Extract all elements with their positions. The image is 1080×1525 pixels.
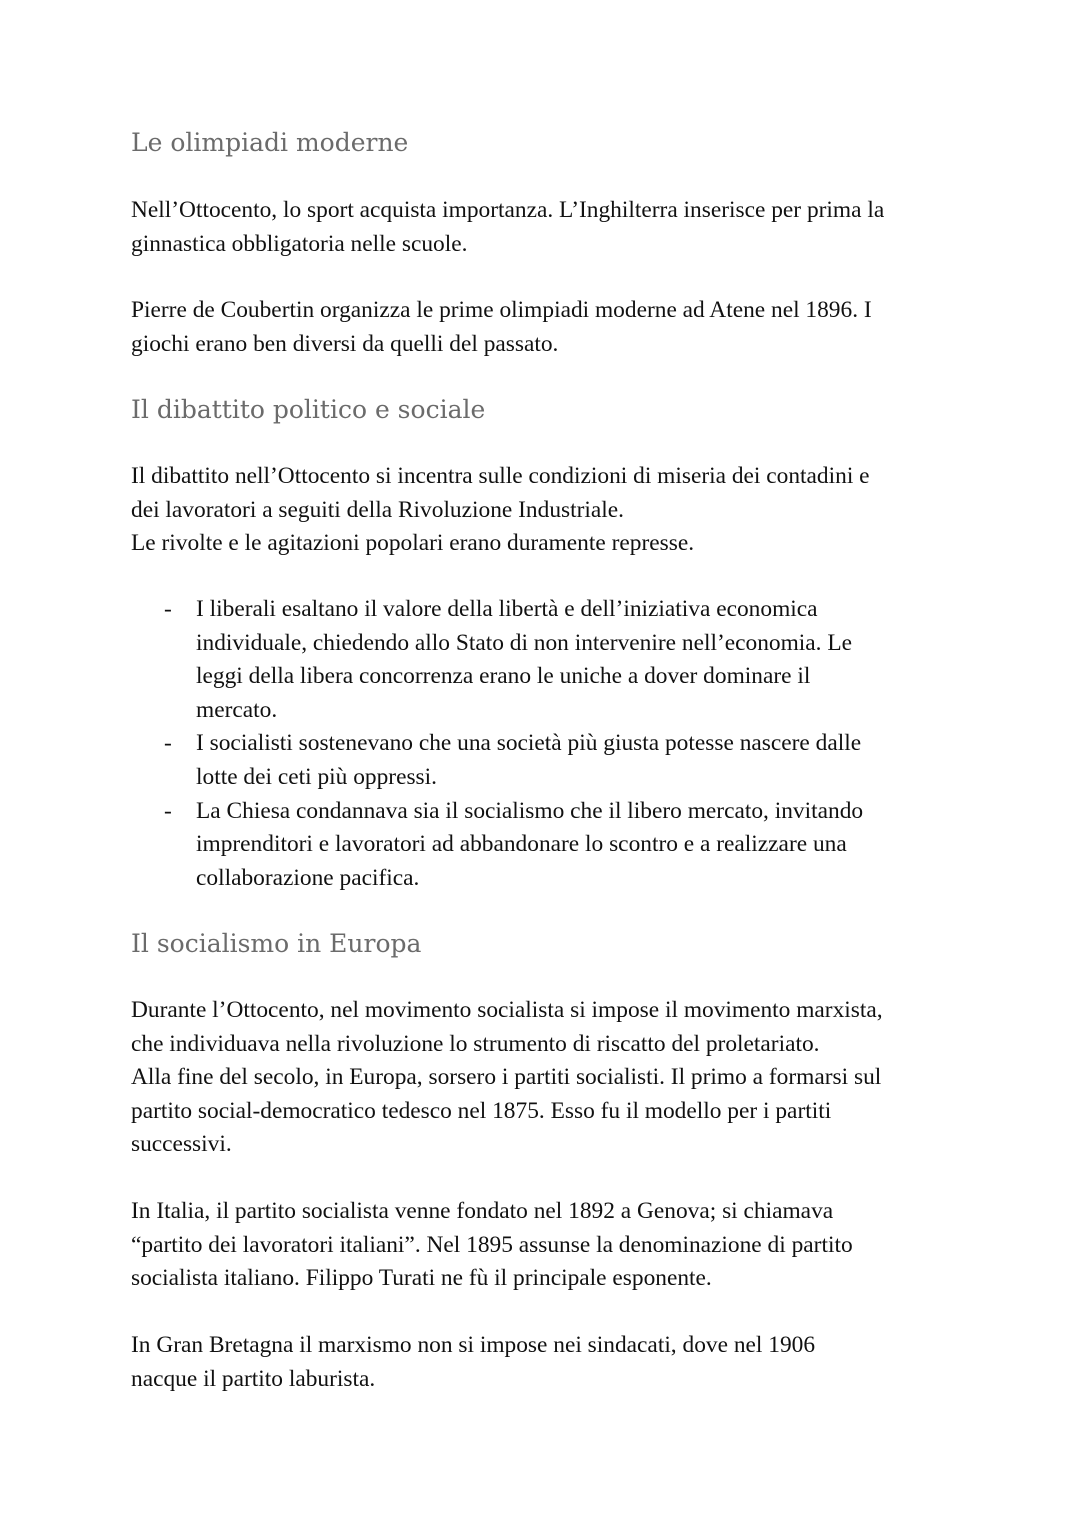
text-line: partito social-democratico tedesco nel 1875. Esso fu il modello per i partiti	[131, 1097, 832, 1124]
text-line: I socialisti sostenevano che una società più giusta potesse nascere dalle	[196, 730, 862, 757]
section-heading-socialismo: Il socialismo in Europa	[131, 929, 422, 958]
bullet-item-chiesa	[131, 795, 961, 896]
paragraph-gran-bretagna	[131, 1329, 961, 1396]
bullet-item-liberali	[131, 593, 961, 727]
text-line: I liberali esaltano il valore della libertà e dell’iniziativa economica	[196, 596, 818, 622]
text-line: collaborazione pacifica.	[196, 864, 420, 891]
text-line: lotte dei ceti più oppressi.	[196, 763, 437, 790]
bullet-dash: -	[164, 797, 172, 824]
text-line: In Italia, il partito socialista venne fondato nel 1892 a Genova; si chiamava	[131, 1198, 834, 1224]
text-line: “partito dei lavoratori italiani”. Nel 1895 assunse la denominazione di partito	[131, 1231, 853, 1258]
text-line: socialista italiano. Filippo Turati ne fù il principale esponente.	[131, 1265, 712, 1292]
section-heading-dibattito: Il dibattito politico e sociale	[131, 395, 486, 424]
paragraph-coubertin	[131, 294, 961, 361]
text-line: leggi della libera concorrenza erano le uniche a dover dominare il	[196, 663, 811, 690]
text-line: che individuava nella rivoluzione lo strumento di riscatto del proletariato.	[131, 1030, 820, 1057]
text-line: giochi erano ben diversi da quelli del passato.	[131, 330, 559, 357]
text-line: nacque il partito laburista.	[131, 1365, 376, 1392]
text-line: Il dibattito nell’Ottocento si incentra sulle condizioni di miseria dei contadini e	[131, 463, 870, 489]
text-line: Alla fine del secolo, in Europa, sorsero i partiti socialisti. Il primo a formarsi sul	[131, 1064, 882, 1091]
bullet-item-socialisti	[131, 727, 961, 794]
text-line: mercato.	[196, 696, 278, 723]
paragraph-italia	[131, 1195, 961, 1296]
bullet-list-correnti	[131, 593, 961, 895]
paragraph-sport-ottocento	[131, 194, 961, 261]
text-line: Nell’Ottocento, lo sport acquista importanza. L’Inghilterra inserisce per prima la	[131, 197, 885, 223]
text-line: ginnastica obbligatoria nelle scuole.	[131, 230, 468, 257]
text-line: Pierre de Coubertin organizza le prime olimpiadi moderne ad Atene nel 1896. I	[131, 297, 872, 323]
bullet-dash: -	[164, 596, 172, 622]
text-line: La Chiesa condannava sia il socialismo che il libero mercato, invitando	[196, 797, 864, 824]
text-line: Le rivolte e le agitazioni popolari erano duramente represse.	[131, 530, 695, 557]
text-line: imprenditori e lavoratori ad abbandonare lo scontro e a realizzare una	[196, 831, 847, 858]
text-line: individuale, chiedendo allo Stato di non intervenire nell’economia. Le	[196, 629, 853, 656]
paragraph-dibattito	[131, 460, 961, 561]
text-line: dei lavoratori a seguiti della Rivoluzione Industriale.	[131, 496, 625, 523]
paragraph-marxismo	[131, 994, 961, 1162]
bullet-dash: -	[164, 730, 172, 757]
text-line: successivi.	[131, 1131, 232, 1158]
text-line: Durante l’Ottocento, nel movimento socialista si impose il movimento marxista,	[131, 997, 883, 1023]
section-heading-olimpiadi: Le olimpiadi moderne	[131, 128, 409, 157]
text-line: In Gran Bretagna il marxismo non si impose nei sindacati, dove nel 1906	[131, 1332, 816, 1358]
